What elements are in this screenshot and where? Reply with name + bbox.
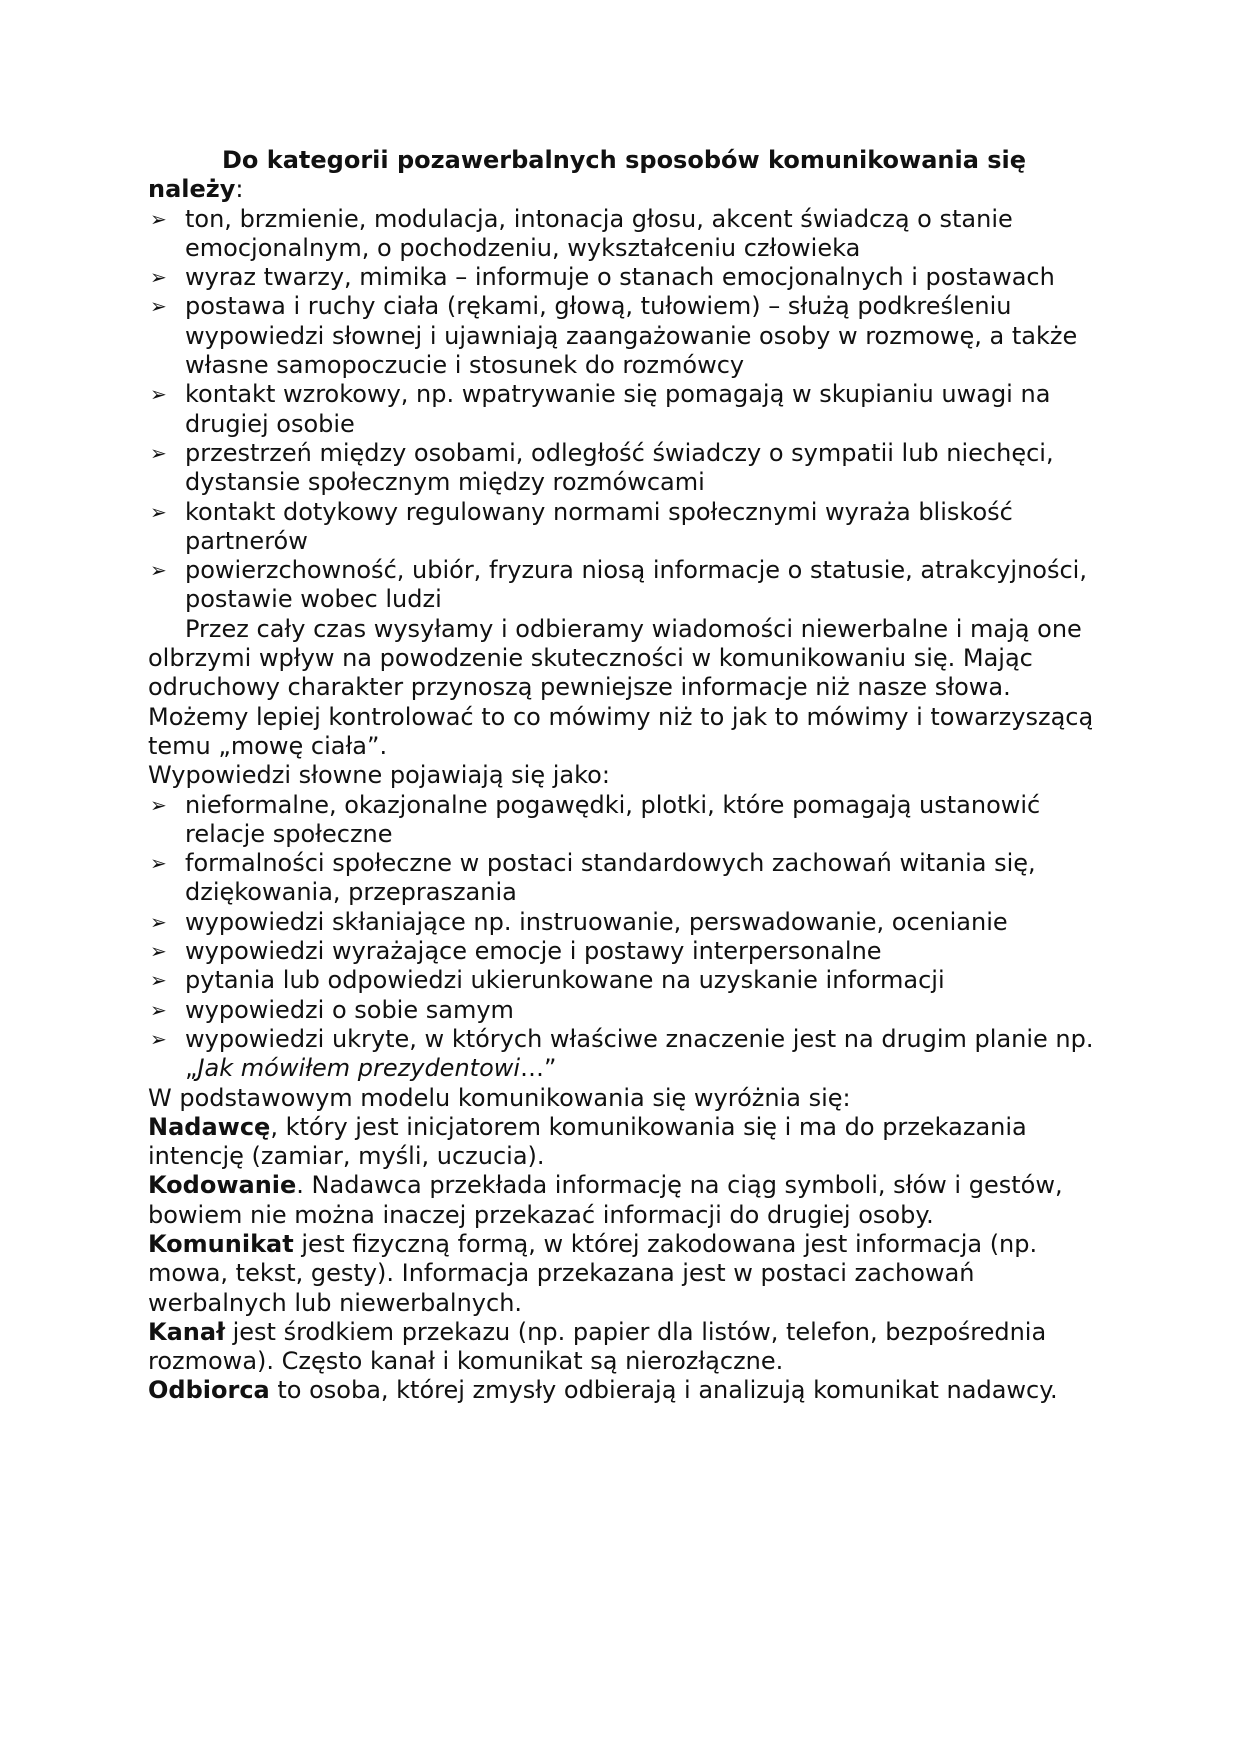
definition-kanal xyxy=(148,1318,1098,1377)
arrow-bullet-icon: ➢ xyxy=(150,499,167,524)
term-label: Komunikat xyxy=(148,1229,294,1258)
list-item xyxy=(148,556,1098,615)
list-item-text: wypowiedzi o sobie samym xyxy=(185,995,514,1024)
arrow-bullet-icon: ➢ xyxy=(150,440,167,465)
arrow-bullet-icon: ➢ xyxy=(150,206,167,231)
model-intro: W podstawowym modelu komunikowania się wyróżnia się: xyxy=(148,1083,851,1112)
list-item-text: ton, brzmienie, modulacja, intonacja głosu, akcent świadczą o stanie emocjonalnym, o pochodzeniu, wykształceniu człowieka xyxy=(185,204,1013,262)
definition-komunikat xyxy=(148,1230,1098,1318)
arrow-bullet-icon: ➢ xyxy=(150,1026,167,1051)
body-paragraph: Przez cały czas wysyłamy i odbieramy wiadomości niewerbalne i mają one olbrzymi wpływ na powodzenie skuteczności w komunikowaniu się. Mając odruchowy charakter przynoszą pewniejsze informacje niż nasze słowa. Możemy lepiej kontrolować to co mówimy niż to jak to mówimy i towarzyszącą temu „mowę ciała”. xyxy=(148,614,1094,760)
list-item xyxy=(148,380,1098,439)
list-item xyxy=(148,849,1098,908)
list-item xyxy=(148,498,1098,557)
arrow-bullet-icon: ➢ xyxy=(150,968,167,993)
list-item xyxy=(148,791,1098,850)
verbal-intro: Wypowiedzi słowne pojawiają się jako: xyxy=(148,761,610,790)
list-item-text: postawa i ruchy ciała (rękami, głową, tułowiem) – służą podkreśleniu wypowiedzi słownej i ujawniają zaangażowanie osoby w rozmowę, a także własne samopoczucie i stosunek do rozmówcy xyxy=(185,292,1078,380)
arrow-bullet-icon: ➢ xyxy=(150,997,167,1022)
arrow-bullet-icon: ➢ xyxy=(150,382,167,407)
term-description: , który jest inicjatorem komunikowania się i ma do przekazania intencję (zamiar, myśli, uczucia). xyxy=(148,1112,1027,1171)
arrow-bullet-icon: ➢ xyxy=(150,939,167,964)
arrow-bullet-icon: ➢ xyxy=(150,792,167,817)
nonverbal-list xyxy=(148,205,1098,615)
list-item-text: wyraz twarzy, mimika – informuje o stanach emocjonalnych i postawach xyxy=(185,263,1055,292)
list-item xyxy=(148,996,1098,1025)
title-text: Do kategorii pozawerbalnych sposobów komunikowania się należy xyxy=(148,146,1027,204)
arrow-bullet-icon: ➢ xyxy=(150,909,167,934)
list-item xyxy=(148,1025,1098,1084)
definition-kodowanie xyxy=(148,1171,1098,1230)
definition-odbiorca xyxy=(148,1376,1098,1405)
term-description: jest fizyczną formą, w której zakodowana jest informacja (np. mowa, tekst, gesty). Informacja przekazana jest w postaci zachowań werbalnych lub niewerbalnych. xyxy=(148,1229,1038,1317)
list-item xyxy=(148,439,1098,498)
list-item xyxy=(148,966,1098,995)
list-item-text: kontakt dotykowy regulowany normami społecznymi wyraża bliskość partnerów xyxy=(185,497,1013,555)
term-label: Kanał xyxy=(148,1317,225,1346)
list-item-text: kontakt wzrokowy, np. wpatrywanie się pomagają w skupianiu uwagi na drugiej osobie xyxy=(185,380,1051,438)
term-label: Odbiorca xyxy=(148,1376,270,1405)
document-title xyxy=(148,146,1098,205)
term-description: to osoba, której zmysły odbierają i analizują komunikat nadawcy. xyxy=(269,1376,1058,1405)
list-item-text: wypowiedzi skłaniające np. instruowanie, perswadowanie, ocenianie xyxy=(185,907,1008,936)
list-item xyxy=(148,263,1098,292)
list-item-text: formalności społeczne w postaci standardowych zachowań witania się, dziękowania, przepraszania xyxy=(185,849,1036,907)
quote-close: …” xyxy=(520,1054,557,1083)
verbal-list xyxy=(148,791,1098,1084)
list-item-text: pytania lub odpowiedzi ukierunkowane na uzyskanie informacji xyxy=(185,966,945,995)
arrow-bullet-icon: ➢ xyxy=(150,265,167,290)
term-label: Nadawcę xyxy=(148,1112,271,1141)
arrow-bullet-icon: ➢ xyxy=(150,851,167,876)
list-item-text: wypowiedzi wyrażające emocje i postawy interpersonalne xyxy=(185,937,882,966)
term-description: . Nadawca przekłada informację na ciąg symboli, słów i gestów, bowiem nie można inaczej przekazać informacji do drugiej osoby. xyxy=(148,1171,1063,1229)
list-item-text: nieformalne, okazjonalne pogawędki, plotki, które pomagają ustanowić relacje społeczne xyxy=(185,790,1041,848)
definition-nadawca xyxy=(148,1113,1098,1172)
term-description: jest środkiem przekazu (np. papier dla listów, telefon, bezpośrednia rozmowa). Często kanał i komunikat są nierozłączne. xyxy=(148,1317,1047,1376)
list-item xyxy=(148,908,1098,937)
list-item xyxy=(148,205,1098,264)
list-item xyxy=(148,937,1098,966)
document-body xyxy=(148,146,1098,1406)
list-item-text: przestrzeń między osobami, odległość świadczy o sympatii lub niechęci, dystansie społecznym między rozmówcami xyxy=(185,438,1054,497)
title-colon: : xyxy=(235,175,244,204)
italic-quote: Jak mówiłem prezydentowi xyxy=(197,1054,521,1083)
list-item xyxy=(148,292,1098,380)
quote-open: „ xyxy=(185,1054,198,1083)
arrow-bullet-icon: ➢ xyxy=(150,294,167,319)
list-item-text: powierzchowność, ubiór, fryzura niosą informacje o statusie, atrakcyjności, postawie wobec ludzi xyxy=(185,556,1087,614)
arrow-bullet-icon: ➢ xyxy=(150,558,167,583)
list-item-text: wypowiedzi ukryte, w których właściwe znaczenie jest na drugim planie np. xyxy=(185,1024,1094,1053)
term-label: Kodowanie xyxy=(148,1171,297,1200)
